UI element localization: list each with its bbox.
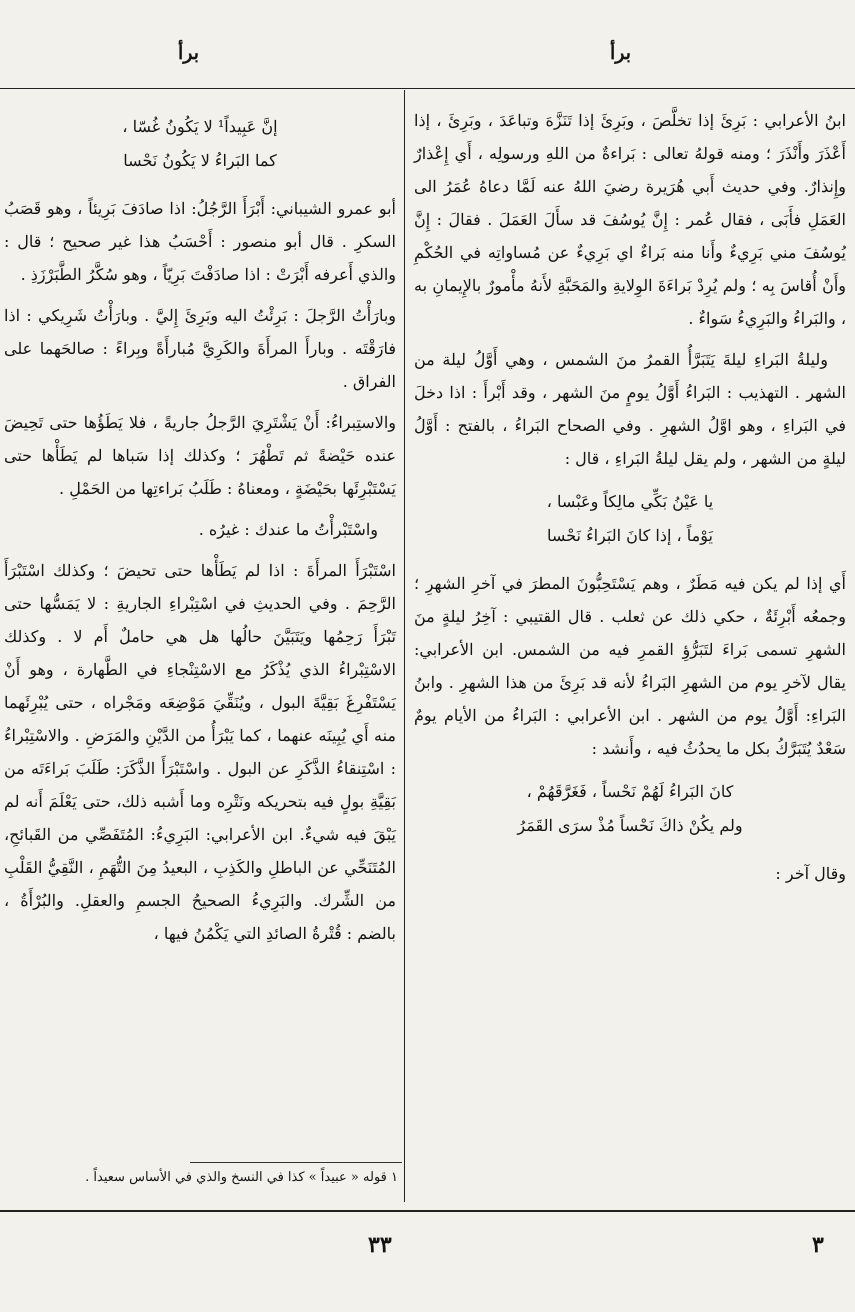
verse-block-top — [4, 110, 396, 178]
left-page-number: ٣٣ — [368, 1232, 392, 1258]
footnote: ١ قوله « عبيداً » كذا في النسخ والذي في الأساس سعيداً . — [85, 1170, 398, 1185]
left-paragraph-4: واسْتَبْرأْتُ ما عندك : غيرُه . — [198, 520, 378, 539]
verse-block-1 — [414, 485, 846, 553]
right-paragraph-3: أَي إذا لم يكن فيه مَطَرٌ ، وهم يَسْتَحِبُّونَ المطرَ في آخرِ الشهرِ ؛ وجمعُه أَبْرِئَةٌ ، حكي ذلك عن ثعلب . قال القتيبي : آخِرُ ليلةٍ منَ الشهرِ تسمى بَراءَ لتَبَرُّؤِ القمرِ فيه من الشمس. ابن الأعرابي: يقال لآخرِ يوم من الشهرِ البَراءُ لأنه قد بَرِئَ من هذا الشهرِ . وابنُ البَراءِ: أَوَّلُ يوم من الشهر . ابن الأعرابي : البَراءُ من الأيام يومٌ سَعْدٌ يُتَبَرَّكُ بكل ما يحدُثُ فيه ، وأَنشد : — [414, 574, 846, 758]
right-paragraph-1: ابنُ الأعرابي : بَرِئَ إذا تخلَّصَ ، وبَرِئَ إذا تَنَزَّهَ وتباعَدَ ، وبَرِئَ ، إذا أَعْذَرَ وأَنْذَرَ ؛ ومنه قولهُ تعالى : بَراءةٌ من اللهِ ورسولِه ، أَي إِعْذارٌ وإِنذارٌ. وفي حديث أَبي هُرَيرة رضيَ اللهُ عنه لَمَّا دعاهُ عُمَرُ الى العَمَلِ فأَبَى ، فقال عُمر : إِنَّ يُوسُفَ قد سأَلَ العَمَلَ . فقالَ : إِنَّ يُوسُفَ مني بَرِيءٌ وأَنا منه بَراءٌ اي بَرِيءٌ عن مُساواتِه في الحُكْمِ وأَنْ أُقاسَ بِه ؛ ولم يُرِدْ بَراءَةَ الوِلايةِ والمَحَبَّةِ لأَنهُ مأْمورٌ بالإِيمانِ به ، والبَراءُ والبَرِيءُ سَواءٌ . — [414, 111, 847, 328]
left-headword: برأ — [178, 42, 200, 64]
verse-line: يا عَيْنُ بَكِّي مالِكاً وعَبْسا ، — [546, 492, 714, 511]
right-headword: برأ — [610, 42, 632, 64]
left-paragraph-1: أبو عمرو الشيباني: أَبْرَأَ الرَّجُلُ: اذا صادَفَ بَرِيئاً ، وهو قَصَبُ السكرِ . قال أبو منصور : أَحْسَبُ هذا غير صحيح ؛ قال : والذي أَعرفه أَبْرَتْ : اذا صادَفْتَ بَرِيّاً ، وهو سُكَّرُ الطَّبَرْزَذِ . — [4, 199, 396, 284]
verse-line: كانَ البَراءُ لَهُمْ نَحْساً ، فَغَرَّقَهُمْ ، — [526, 782, 734, 801]
header-rule — [0, 88, 855, 89]
verse-line: كما البَراءُ لا يَكُونُ نَحْسا — [123, 151, 277, 170]
right-column — [414, 104, 846, 898]
right-closing-line: وقال آخر : — [775, 864, 846, 883]
footnote-rule — [190, 1162, 402, 1163]
column-divider — [404, 90, 405, 1202]
right-paragraph-2: وليلةُ البَراءِ ليلةَ يَتَبَرَّأُ القمرُ منَ الشمس ، وهي أَوَّلُ ليلة من الشهر . التهذيب : البَراءُ أَوَّلُ يومٍ منَ الشهر ، وقد أَبْرأَ : اذا دخلَ في البَراءِ ، وهو اوَّلُ الشهرِ . وفي الصحاح البَراءُ ، بالفتح : أَوَّلُ ليلةٍ من الشهر ، ولم يقل ليلةُ البَراءِ ، قال : — [414, 350, 846, 468]
footer-rule — [0, 1210, 855, 1212]
verse-line: يَوْماً ، إذا كانَ البَراءُ نَحْسا — [547, 526, 713, 545]
left-paragraph-5: اسْتَبْرَأَ المرأَةَ : اذا لم يَطَأْها حتى تحيضَ ؛ وكذلك اسْتَبْرَأَ الرَّحِمَ . وفي الحديثِ في اسْتِبْراءِ الجاريةِ : لا يَمَسُّها حتى تَبْرَأَ رَحِمُها ويَتَبَيَّنَ حالُها هل هي حاملٌ أَم لا . وكذلك الاسْتِبْراءُ الذي يُذْكَرُ مع الاسْتِنْجاءِ في الطَّهارة ، وهو أَنْ يَسْتَفْرِغَ بَقِيَّةَ البول ، ويُنَقِّيَ مَوْضِعَه ومَجْراه ، حتى يُبْرِئَهما منه أَي يُبِينَه عنهما ، كما يَبْرَأُ من الدَّيْنِ والمَرَضِ . والاسْتِبْراءُ : اسْتِنقاءُ الذَّكَرِ عن البول . واسْتَبْرَأَ الذَّكَرَ: طَلَبَ بَراءَتَه من بَقِيَّةِ بولٍ فيه بتحريكه ونَتْرِه وما أَشبه ذلك، حتى يَعْلَمَ أَنه لم يَبْقَ فيه شيءٌ. ابن الأعرابي: البَرِيءُ: المُتَفَصِّي من القَبائحِ، المُتَنَحِّي عن الباطلِ والكَذِبِ ، البعيدُ مِنَ التُّهَمِ ، النَّقِيُّ القَلْبِ من الشِّرك. والبَرِيءُ الصحيحُ الجسمِ والعقلِ. والبُرْأَةُ ، بالضم : قُتْرةُ الصائدِ التي يَكْمُنُ فيها ، — [4, 561, 396, 943]
verse-block-2 — [414, 775, 846, 843]
right-page-number: ٣ — [812, 1232, 824, 1258]
left-paragraph-3: والاستِبراءُ: أَنْ يَشْتَرِيَ الرَّجلُ جاريةً ، فلا يَطَؤُها حتى تَحِيضَ عنده حَيْضةً ثم تَطْهُرَ ؛ وكذلك إذا سَباها لم يَطَأْها حتى يَسْتَبْرِئَها بحَيْضَةٍ ، ومعناهُ : طَلَبُ بَراءتِها من الحَمْلِ . — [4, 413, 396, 498]
left-column — [4, 100, 396, 958]
verse-line: إنَّ عَبِيداً¹ لا يَكُونُ غُسّا ، — [122, 117, 278, 136]
left-paragraph-2: وبارَأْتُ الرَّجلَ : بَرِئْتُ اليه وبَرِئَ إِليَّ . وبارَأْتُ شَرِيكي : اذا فارَقْتَه . وبارأَ المرأَةَ والكَرِيَّ مُبارأَةً وبِراءً : صالحَهما على الفراق . — [4, 306, 396, 391]
verse-line: ولم يكُنْ ذاكَ نَحْساً مُذْ سرَى القَمَرُ — [517, 816, 743, 835]
